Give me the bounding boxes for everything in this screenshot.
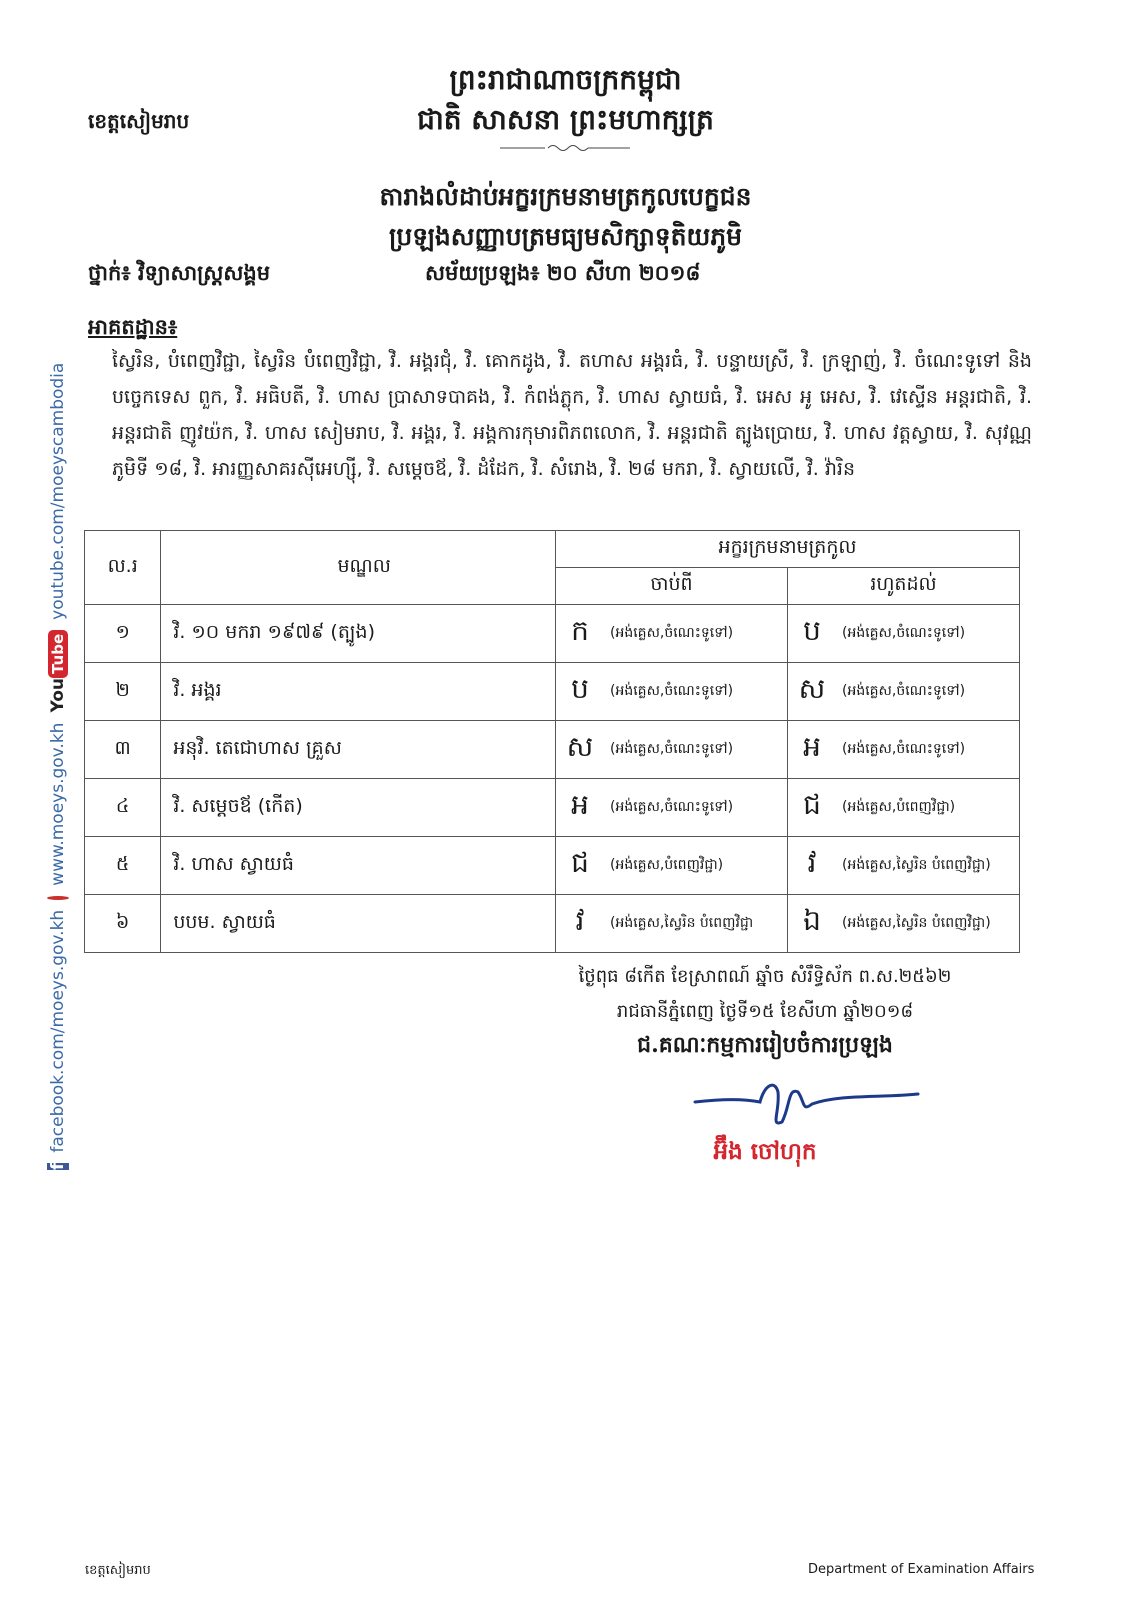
to-letter: ប (803, 614, 821, 647)
youtube-icon: YouTube (48, 630, 68, 713)
from-letter: វ (575, 904, 585, 937)
row-number: ៣ (85, 721, 161, 779)
row-center: បបម. ស្វាយធំ (161, 895, 556, 953)
row-center: វិ. ១០ មករា ១៩៧៩ (ត្បូង) (161, 605, 556, 663)
facebook-link[interactable]: facebook.com/moeys.gov.kh (48, 909, 68, 1153)
from-letter: ស (566, 730, 594, 763)
row-center: វិ. អង្គរ (161, 663, 556, 721)
table-row (85, 663, 1020, 721)
table-row (85, 779, 1020, 837)
ornament-divider (500, 143, 630, 153)
table-header-row (85, 531, 1020, 568)
row-number: ១ (85, 605, 161, 663)
signature-mark (690, 1072, 920, 1132)
to-note: (អង់គ្លេស,ចំណេះទូទៅ) (841, 625, 966, 641)
facebook-icon: f (48, 1162, 68, 1170)
beneficiary-list: ស្វៃរិន, បំពេញវិជ្ជា, ស្វៃរិន បំពេញវិជ្ជា, វិ. អង្គរជុំ, វិ. គោកដូង, វិ. តហាស អង្គរធំ, វិ. បន្ទាយស្រី, វិ. ក្រឡាញ់, វិ. ចំណេះទូទៅ និងបច្ចេកទេស ពួក, វិ. អធិបតី, វិ. ហាស ប្រាសាទបាគង, វិ. កំពង់ភ្លុក, វិ. ហាស ស្វាយធំ, វិ. អេស អូ អេស, វិ. វេស្ទើន អន្តរជាតិ, វិ. អន្តរជាតិ ញូវយ៉ក, វិ. ហាស សៀមរាប, វិ. អង្គរ, វិ. អង្គការកុមារពិភពលោក, វិ. អន្តរជាតិ ត្បូងប្រោយ, វិ. ហាស វត្តស្វាយ, វិ. សុវណ្ណភូមិទី ១៨, វិ. អារញ្ញសាគរស៊ីអេហ្ស៊ី, វិ. សម្ដេចឪ, វិ. ដំដែក, វិ. សំរោង, វិ. ២៨ មករា, វិ. ស្វាយលើ, វិ. វ៉ារិន (112, 350, 1032, 480)
table-row (85, 721, 1020, 779)
row-number: ៦ (85, 895, 161, 953)
from-letter: អ (571, 788, 589, 821)
header-to: រហូតដល់ (787, 568, 1019, 605)
document-title: តារាងលំដាប់អក្ខរក្រមនាមត្រកូលបេក្ខជន (379, 182, 752, 211)
to-note: (អង់គ្លេស,ស្វៃរិន បំពេញវិជ្ជា) (841, 857, 991, 873)
from-note: (អង់គ្លេស,បំពេញវិជ្ជា) (610, 857, 724, 873)
session-label: សម័យប្រឡង៖ ២០ សីហា ២០១៨ (425, 260, 701, 285)
to-letter: អ (803, 730, 821, 763)
website-link[interactable]: www.moeys.gov.kh (48, 722, 68, 886)
from-note: (អង់គ្លេស,ចំណេះទូទៅ) (610, 741, 734, 757)
footer-province: ខេត្តសៀមរាប (85, 1563, 151, 1578)
row-center: អនុវិ. តេជោហាស គ្រួស (161, 721, 556, 779)
province-label: ខេត្តសៀមរាប (88, 109, 190, 133)
ministry-seal-icon (47, 896, 69, 900)
to-letter: ស (798, 672, 826, 705)
class-label: ថ្នាក់៖ វិទ្យាសាស្ត្រសង្គម (88, 260, 271, 285)
lunar-date: ថ្ងៃពុធ ៨កើត ខែស្រាពណ៍ ឆ្នាំច សំរឹទ្ធិស័ក ព.ស.២៥៦២ (578, 966, 952, 987)
row-number: ៥ (85, 837, 161, 895)
header-from: ចាប់ពី (556, 568, 788, 605)
row-center: វិ. សម្ដេចឪ (កើត) (161, 779, 556, 837)
from-letter: ប (571, 672, 589, 705)
to-letter: ឯ (803, 904, 821, 937)
table-row (85, 837, 1020, 895)
schedule-table (84, 530, 1020, 953)
to-letter: វ (807, 846, 817, 879)
row-number: ៤ (85, 779, 161, 837)
footer-department: Department of Examination Affairs (808, 1562, 1035, 1577)
table-row (85, 605, 1020, 663)
to-note: (អង់គ្លេស,ចំណេះទូទៅ) (841, 683, 966, 699)
row-number: ២ (85, 663, 161, 721)
to-letter: ជ (803, 788, 821, 821)
place-date: រាជធានីភ្នំពេញ ថ្ងៃទី១៥ ខែសីហា ឆ្នាំ២០១៨ (616, 1001, 914, 1022)
from-letter: ក (571, 614, 589, 647)
social-links-strip (40, 362, 76, 1170)
kingdom-heading: ព្រះរាជាណាចក្រកម្ពុជា (449, 63, 682, 96)
table-row (85, 895, 1020, 953)
header-no: ល.រ (85, 531, 161, 605)
to-note: (អង់គ្លេស,ស្វៃរិន បំពេញវិជ្ជា) (841, 915, 991, 931)
row-center: វិ. ហាស ស្វាយធំ (161, 837, 556, 895)
youtube-link[interactable]: youtube.com/moeyscambodia (48, 362, 68, 620)
committee-title: ជ.គណៈកម្មការរៀបចំការប្រឡង (637, 1032, 893, 1058)
signer-name: អ៊ឹង ចៅហុក (713, 1138, 817, 1165)
from-note: (អង់គ្លេស,ចំណេះទូទៅ) (610, 799, 734, 815)
from-note: (អង់គ្លេស,ចំណេះទូទៅ) (610, 625, 734, 641)
from-letter: ជ (571, 846, 589, 879)
from-note: (អង់គ្លេស,ស្វៃរិន បំពេញវិជ្ជា (610, 915, 754, 931)
header-center: មណ្ឌល (161, 531, 556, 605)
document-subtitle: ប្រឡងសញ្ញាបត្រមធ្យមសិក្សាទុតិយភូមិ (388, 222, 743, 251)
from-note: (អង់គ្លេស,ចំណេះទូទៅ) (610, 683, 734, 699)
to-note: (អង់គ្លេស,បំពេញវិជ្ជា) (841, 799, 956, 815)
header-alphabet: អក្ខរក្រមនាមត្រកូល (556, 531, 1020, 568)
to-note: (អង់គ្លេស,ចំណេះទូទៅ) (841, 741, 966, 757)
beneficiary-label: អាគតដ្ឋាន៖ (88, 314, 178, 339)
national-motto: ជាតិ សាសនា ព្រះមហាក្សត្រ (417, 103, 714, 136)
